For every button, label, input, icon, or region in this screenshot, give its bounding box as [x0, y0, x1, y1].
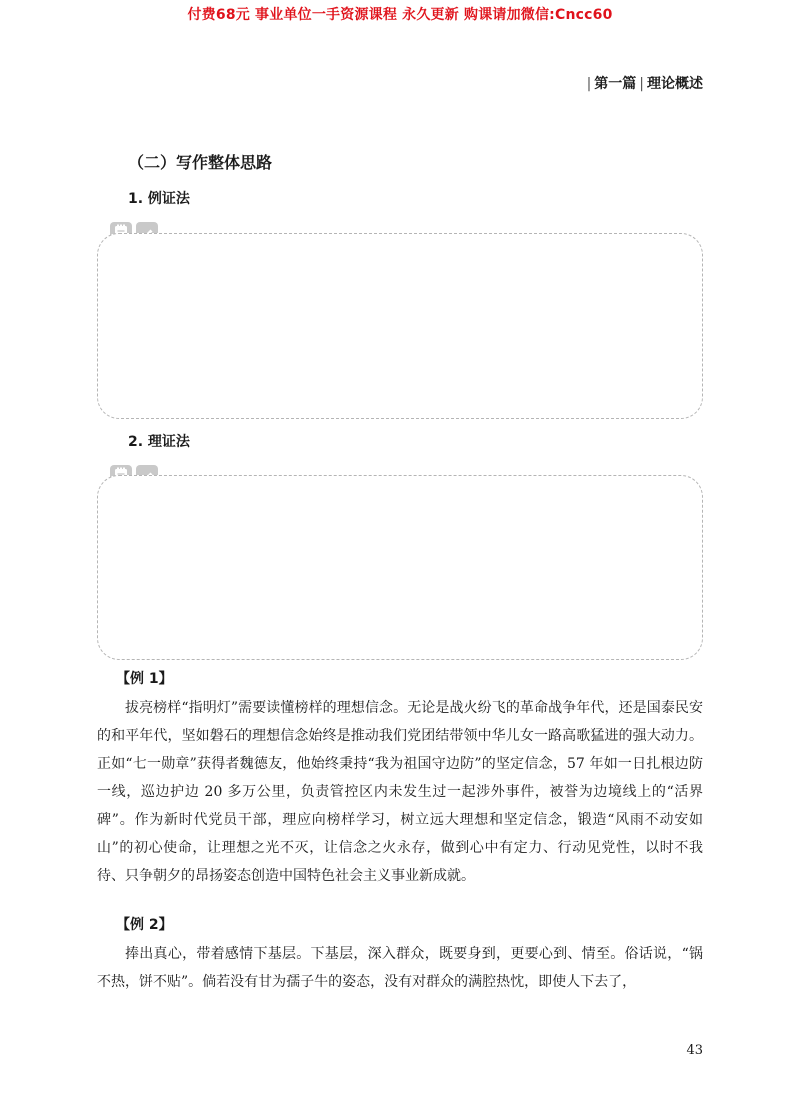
example-2-text: 捧出真心，带着感情下基层。下基层，深入群众，既要身到，更要心到、情至。俗话说，“锅不热，饼不贴”。倘若没有甘为孺子牛的姿态，没有对群众的满腔热忱，即使人下去了， [97, 946, 703, 990]
method-title-theory-proof: 2. 理证法 [128, 434, 190, 450]
separator: | [639, 76, 644, 92]
page-number: 43 [686, 1043, 703, 1058]
method-title-example-proof: 1. 例证法 [128, 191, 190, 207]
note-box-theory-proof[interactable] [97, 475, 703, 660]
example-2-label: 【例 2】 [116, 917, 173, 933]
separator: | [586, 76, 592, 92]
watermark-banner: 付费68元 事业单位一手资源课程 永久更新 购课请加微信:Cncc60 [187, 7, 613, 23]
example-1-text: 拔亮榜样“指明灯”需要读懂榜样的理想信念。无论是战火纷飞的革命战争年代，还是国泰民安的和平年代，坚如磐石的理想信念始终是推动我们党团结带领中华儿女一路高歌猛进的强大动力。正如“七一勋章”获得者魏德友，他始终秉持“我为祖国守边防”的坚定信念，57 年如一日扎根边防一线，巡边护边 20 多万公里，负责管控区内未发生过一起涉外事件，被誉为边境线上的“活界碑”。作为新时代党员干部，理应向榜样学习，树立远大理想和坚定信念，锻造“风雨不动安如山”的初心使命，让理想之光不灭，让信念之火永存，做到心中有定力、行动见党性，以时不我待、只争朝夕的昂扬姿态创造中国特色社会主义事业新成就。 [97, 700, 703, 884]
running-head-part: 第一篇 [594, 76, 637, 92]
example-1-label: 【例 1】 [116, 671, 173, 687]
running-head [584, 73, 703, 93]
section-title: （二）写作整体思路 [128, 153, 273, 172]
running-head-chapter: 理论概述 [647, 76, 703, 92]
note-box-example-proof[interactable] [97, 233, 703, 419]
